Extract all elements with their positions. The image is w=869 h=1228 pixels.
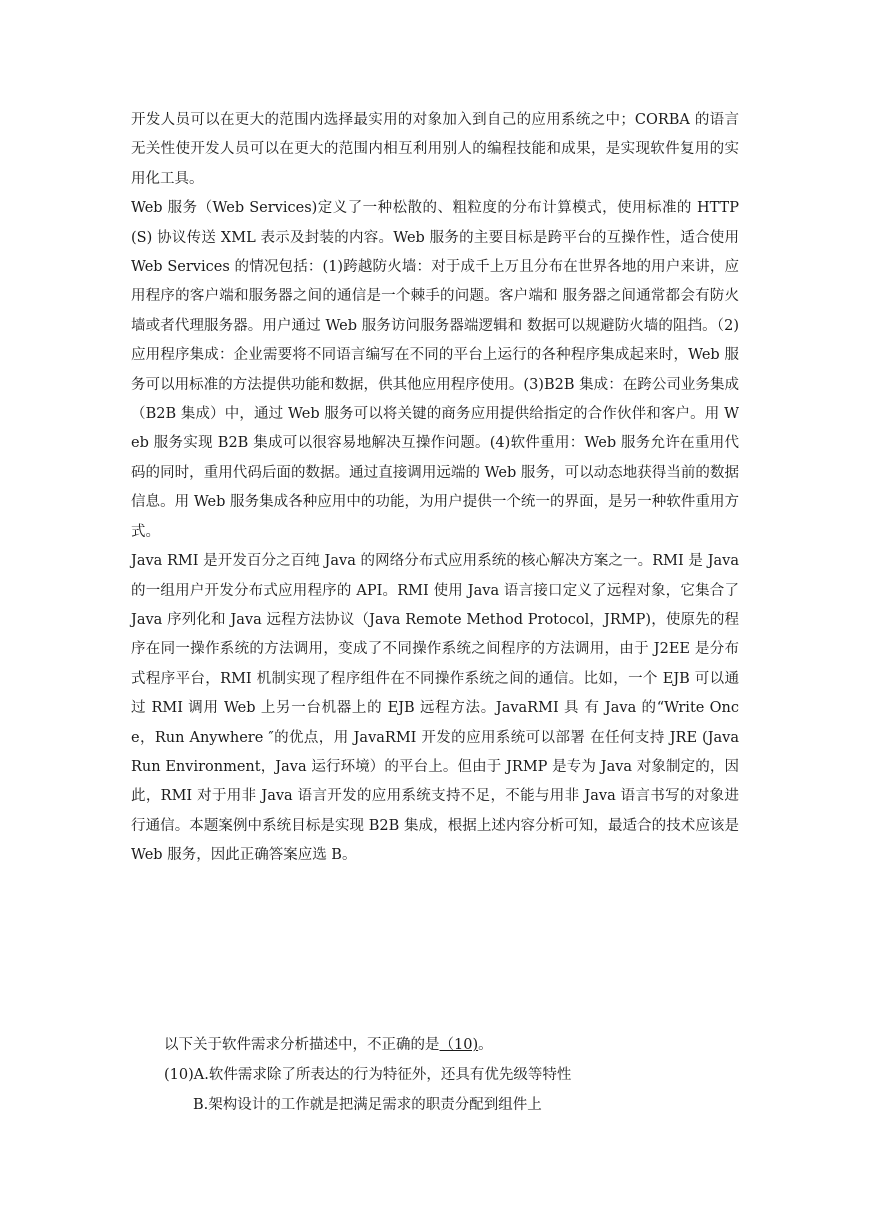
question-blank: （10): [439, 1037, 479, 1053]
question-stem-suffix: 。: [478, 1037, 493, 1053]
paragraph-web-services: Web 服务（Web Services)定义了一种松散的、粗粒度的分布计算模式，使用标准的 HTTP (S) 协议传送 XML 表示及封装的内容。Web 服务的主要目标是跨平台的互操作性，适合使用 Web Services 的情况包括：(1)跨越防火墙：对于成千上万且分布在世界各地的用户来讲，应用程序的客户端和服务器之间的通信是一个棘手的问题。客户端和 服务器之间通常都会有防火墙或者代理服务器。用户通过 Web 服务访问服务器端逻辑和 数据可以规避防火墙的阻挡。（2)应用程序集成：企业需要将不同语言编写在不同的平台上运行的各种程序集成起来时，Web 服务可以用标准的方法提供功能和数据，供其他应用程序使用。(3)B2B 集成：在跨公司业务集成（B2B 集成）中，通过 Web 服务可以将关键的商务应用提供给指定的合作伙伴和客户。用 Web 服务实现 B2B 集成可以很容易地解决互操作问题。(4)软件重用：Web 服务允许在重用代码的同时，重用代码后面的数据。通过直接调用远端的 Web 服务，可以动态地获得当前的数据信息。用 Web 服务集成各种应用中的功能，为用户提供一个统一的界面，是另一种软件重用方式。: [131, 200, 739, 540]
question-stem-prefix: 以下关于软件需求分析描述中，不正确的是: [164, 1037, 440, 1053]
paragraph-java-rmi: Java RMI 是开发百分之百纯 Java 的网络分布式应用系统的核心解决方案之一。RMI 是 Java 的一组用户开发分布式应用程序的 API。RMI 使用 Java 语言接口定义了远程对象，它集合了 Java 序列化和 Java 远程方法协议（Java Remote Method Protocol，JRMP)，使原先的程序在同一操作系统的方法调用，变成了不同操作系统之间程序的方法调用，由于 J2EE 是分布式程序平台，RMI 机制实现了程序组件在不同操作系统之间的通信。比如，一个 EJB 可以通过 RMI 调用 Web 上另一台机器上的 EJB 远程方法。JavaRMI 具 有 Java 的“Write Once，Run Anywhere ″的优点，用 JavaRMI 开发的应用系统可以部署 在任何支持 JRE (Java Run Environment，Java 运行环境）的平台上。但由于 JRMP 是专为 Java 对象制定的，因此，RMI 对于用非 Java 语言开发的应用系统支持不足，不能与用非 Java 语言书写的对象进行通信。本题案例中系统目标是实现 B2B 集成，根据上述内容分析可知，最适合的技术应该是 Web 服务，因此正确答案应选 B。: [131, 553, 739, 864]
explanation-text: [131, 106, 739, 871]
option-b: B.架构设计的工作就是把满足需求的职责分配到组件上: [193, 1097, 542, 1113]
paragraph-corba: 开发人员可以在更大的范围内选择最实用的对象加入到自己的应用系统之中；CORBA 的语言无关性使开发人员可以在更大的范围内相互利用别人的编程技能和成果，是实现软件复用的实用化工具。: [131, 112, 739, 187]
question-stem: [164, 1030, 764, 1060]
option-a: (10)A.软件需求除了所表达的行为特征外，还具有优先级等特性: [164, 1067, 572, 1083]
question-block: [164, 1030, 764, 1120]
